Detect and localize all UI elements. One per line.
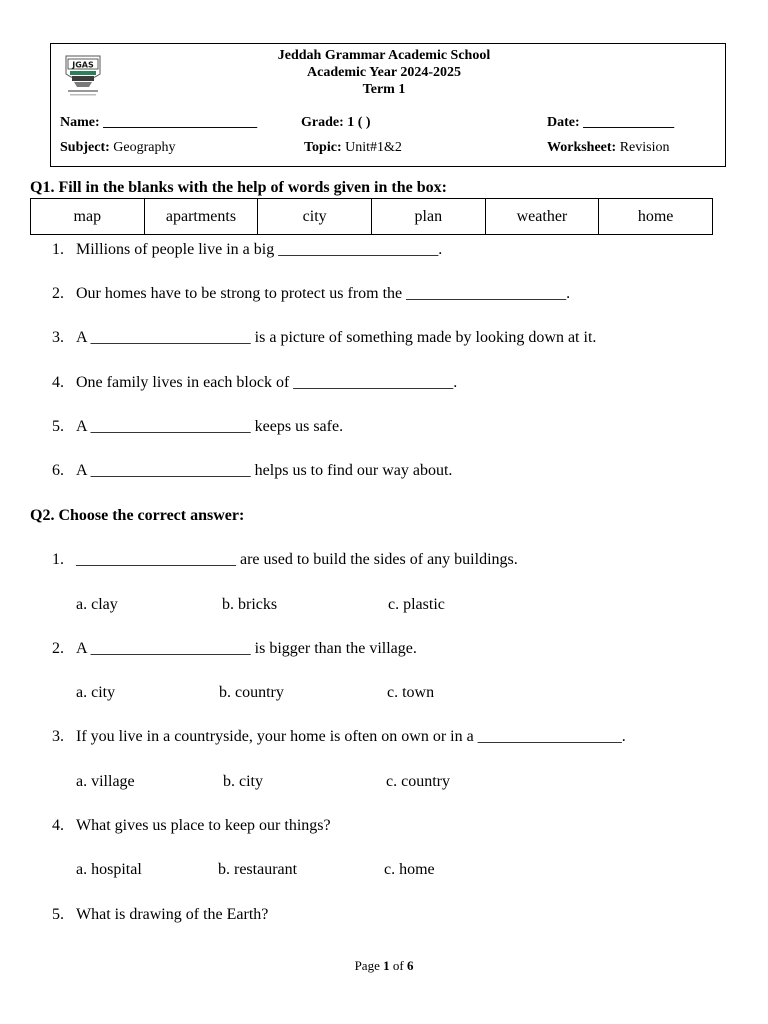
option-c: c. plastic xyxy=(388,596,445,613)
item-text: What gives us place to keep our things? xyxy=(76,817,331,834)
worksheet-value: Revision xyxy=(619,140,670,155)
option-b: b. country xyxy=(219,684,284,701)
word-box-cell: plan xyxy=(371,199,485,235)
page-current: 1 xyxy=(383,958,390,973)
topic-value: Unit#1&2 xyxy=(345,140,402,155)
item-number: 1. xyxy=(52,241,64,258)
worksheet-field xyxy=(547,140,670,156)
page-total: 6 xyxy=(406,958,414,973)
page-footer xyxy=(0,958,768,974)
academic-year: Academic Year 2024-2025 xyxy=(307,65,461,80)
subject-value: Geography xyxy=(113,140,176,155)
item-text: One family lives in each block of ____________________. xyxy=(76,374,458,391)
item-text: A ____________________ keeps us safe. xyxy=(76,418,344,435)
option-b: b. city xyxy=(223,773,263,790)
item-text: If you live in a countryside, your home is often on own or in a __________________. xyxy=(76,728,626,745)
word-box-cell: city xyxy=(258,199,372,235)
q1-title: Q1. Fill in the blanks with the help of words given in the box: xyxy=(30,179,447,196)
word-box-cell: home xyxy=(599,199,713,235)
name-field xyxy=(60,115,257,131)
option-c: c. town xyxy=(387,684,435,701)
item-number: 6. xyxy=(52,462,64,479)
word-box-cell: apartments xyxy=(144,199,258,235)
option-b: b. bricks xyxy=(222,596,278,613)
date-field xyxy=(547,115,674,131)
item-text: Our homes have to be strong to protect us from the ____________________. xyxy=(76,285,571,302)
option-c: c. home xyxy=(384,861,435,878)
item-text: A ____________________ is a picture of something made by looking down at it. xyxy=(76,329,597,346)
item-number: 2. xyxy=(52,640,64,657)
option-a: a. hospital xyxy=(76,861,142,878)
item-number: 4. xyxy=(52,374,64,391)
item-text: A ____________________ helps us to find our way about. xyxy=(76,462,453,479)
name-label: Name: xyxy=(60,115,100,130)
item-number: 3. xyxy=(52,329,64,346)
item-text: ____________________ are used to build the sides of any buildings. xyxy=(76,551,518,568)
grade-label: Grade: 1 ( ) xyxy=(301,115,371,130)
date-label: Date: xyxy=(547,115,580,130)
date-blank: _____________ xyxy=(583,115,675,130)
option-b: b. restaurant xyxy=(218,861,298,878)
name-blank: ______________________ xyxy=(103,115,258,130)
option-a: a. clay xyxy=(76,596,118,613)
topic-label: Topic: xyxy=(304,140,342,155)
item-text: A ____________________ is bigger than the village. xyxy=(76,640,417,657)
item-number: 1. xyxy=(52,551,64,568)
page-word: Page xyxy=(354,958,380,973)
word-box-cell: weather xyxy=(485,199,599,235)
option-c: c. country xyxy=(386,773,450,790)
svg-text:JGAS: JGAS xyxy=(72,60,94,70)
worksheet-label: Worksheet: xyxy=(547,140,617,155)
item-number: 3. xyxy=(52,728,64,745)
item-text: Millions of people live in a big ____________________. xyxy=(76,241,443,258)
topic-field xyxy=(304,140,402,156)
item-number: 5. xyxy=(52,418,64,435)
school-name: Jeddah Grammar Academic School xyxy=(277,48,491,63)
term-label: Term 1 xyxy=(362,82,406,97)
subject-label: Subject: xyxy=(60,140,110,155)
option-a: a. village xyxy=(76,773,135,790)
item-number: 5. xyxy=(52,906,64,923)
word-box xyxy=(30,198,713,235)
item-number: 2. xyxy=(52,285,64,302)
item-text: What is drawing of the Earth? xyxy=(76,906,269,923)
of-word: of xyxy=(392,958,404,973)
item-number: 4. xyxy=(52,817,64,834)
subject-field xyxy=(60,140,175,156)
word-box-cell: map xyxy=(31,199,145,235)
q2-title: Q2. Choose the correct answer: xyxy=(30,507,245,524)
option-a: a. city xyxy=(76,684,116,701)
